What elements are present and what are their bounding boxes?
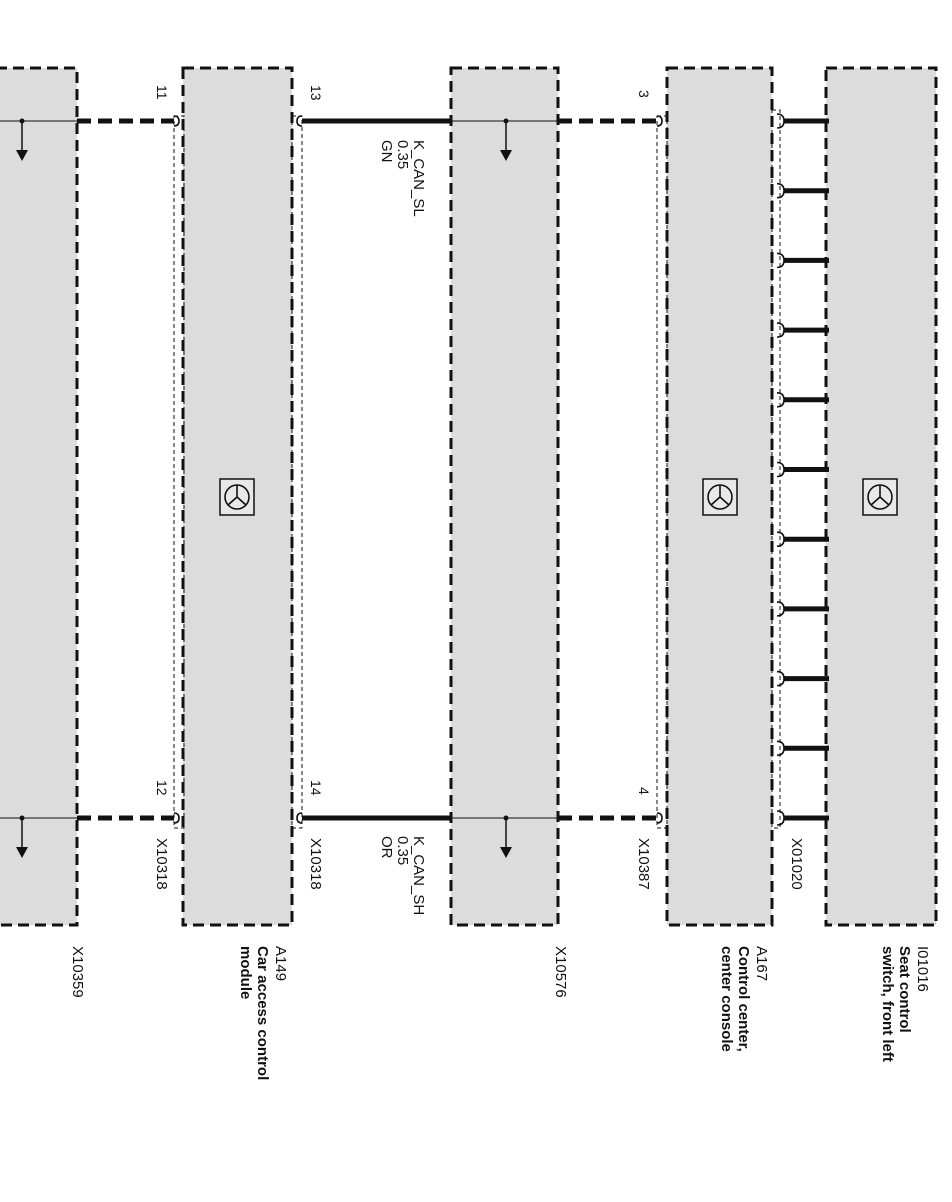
pin-number: 3 — [636, 90, 652, 98]
pin-number: 12 — [154, 780, 170, 796]
control-unit-icon — [703, 479, 737, 515]
component-label-a149 — [237, 946, 289, 1080]
component-id-x10359: X10359 — [69, 946, 86, 998]
wire-gauge: 0.35 — [394, 140, 411, 170]
pin-number: 14 — [308, 780, 324, 796]
component-id: I01016 — [914, 946, 931, 992]
pin-number: 13 — [308, 85, 324, 101]
component-id: A149 — [272, 946, 289, 982]
box-x10359 — [0, 68, 77, 925]
pin-number: 11 — [154, 85, 170, 100]
connector-label: X10318 — [307, 838, 324, 890]
connector-x01020-pins — [777, 114, 829, 825]
component-desc: switch, front left — [879, 946, 896, 1062]
pin-number: 4 — [636, 787, 652, 795]
control-unit-icon — [220, 479, 254, 515]
component-desc: Seat control — [896, 946, 913, 1033]
box-x10576 — [451, 68, 558, 925]
connector-label: X01020 — [788, 838, 805, 890]
component-label-a167 — [718, 946, 770, 1052]
component-desc: center console — [718, 946, 735, 1052]
component-desc: Control center, — [735, 946, 752, 1052]
connector-label: X10387 — [635, 838, 652, 890]
wire-signal: K_CAN_SL — [410, 140, 427, 217]
wire-signal: K_CAN_SH — [410, 836, 427, 916]
component-id: A167 — [753, 946, 770, 982]
component-desc: module — [237, 946, 254, 1000]
wire-label-k-can-sh — [378, 836, 427, 915]
wire-color: OR — [378, 836, 395, 859]
control-unit-icon — [863, 479, 897, 515]
component-label-i01016 — [879, 946, 931, 1062]
component-desc: Car access control — [254, 946, 271, 1081]
connector-label: X10318 — [153, 838, 170, 890]
wire-gauge: 0.35 — [394, 836, 411, 866]
component-id-x10576: X10576 — [552, 946, 569, 998]
wire-color: GN — [378, 140, 395, 163]
wire-label-k-can-sl — [378, 140, 427, 217]
